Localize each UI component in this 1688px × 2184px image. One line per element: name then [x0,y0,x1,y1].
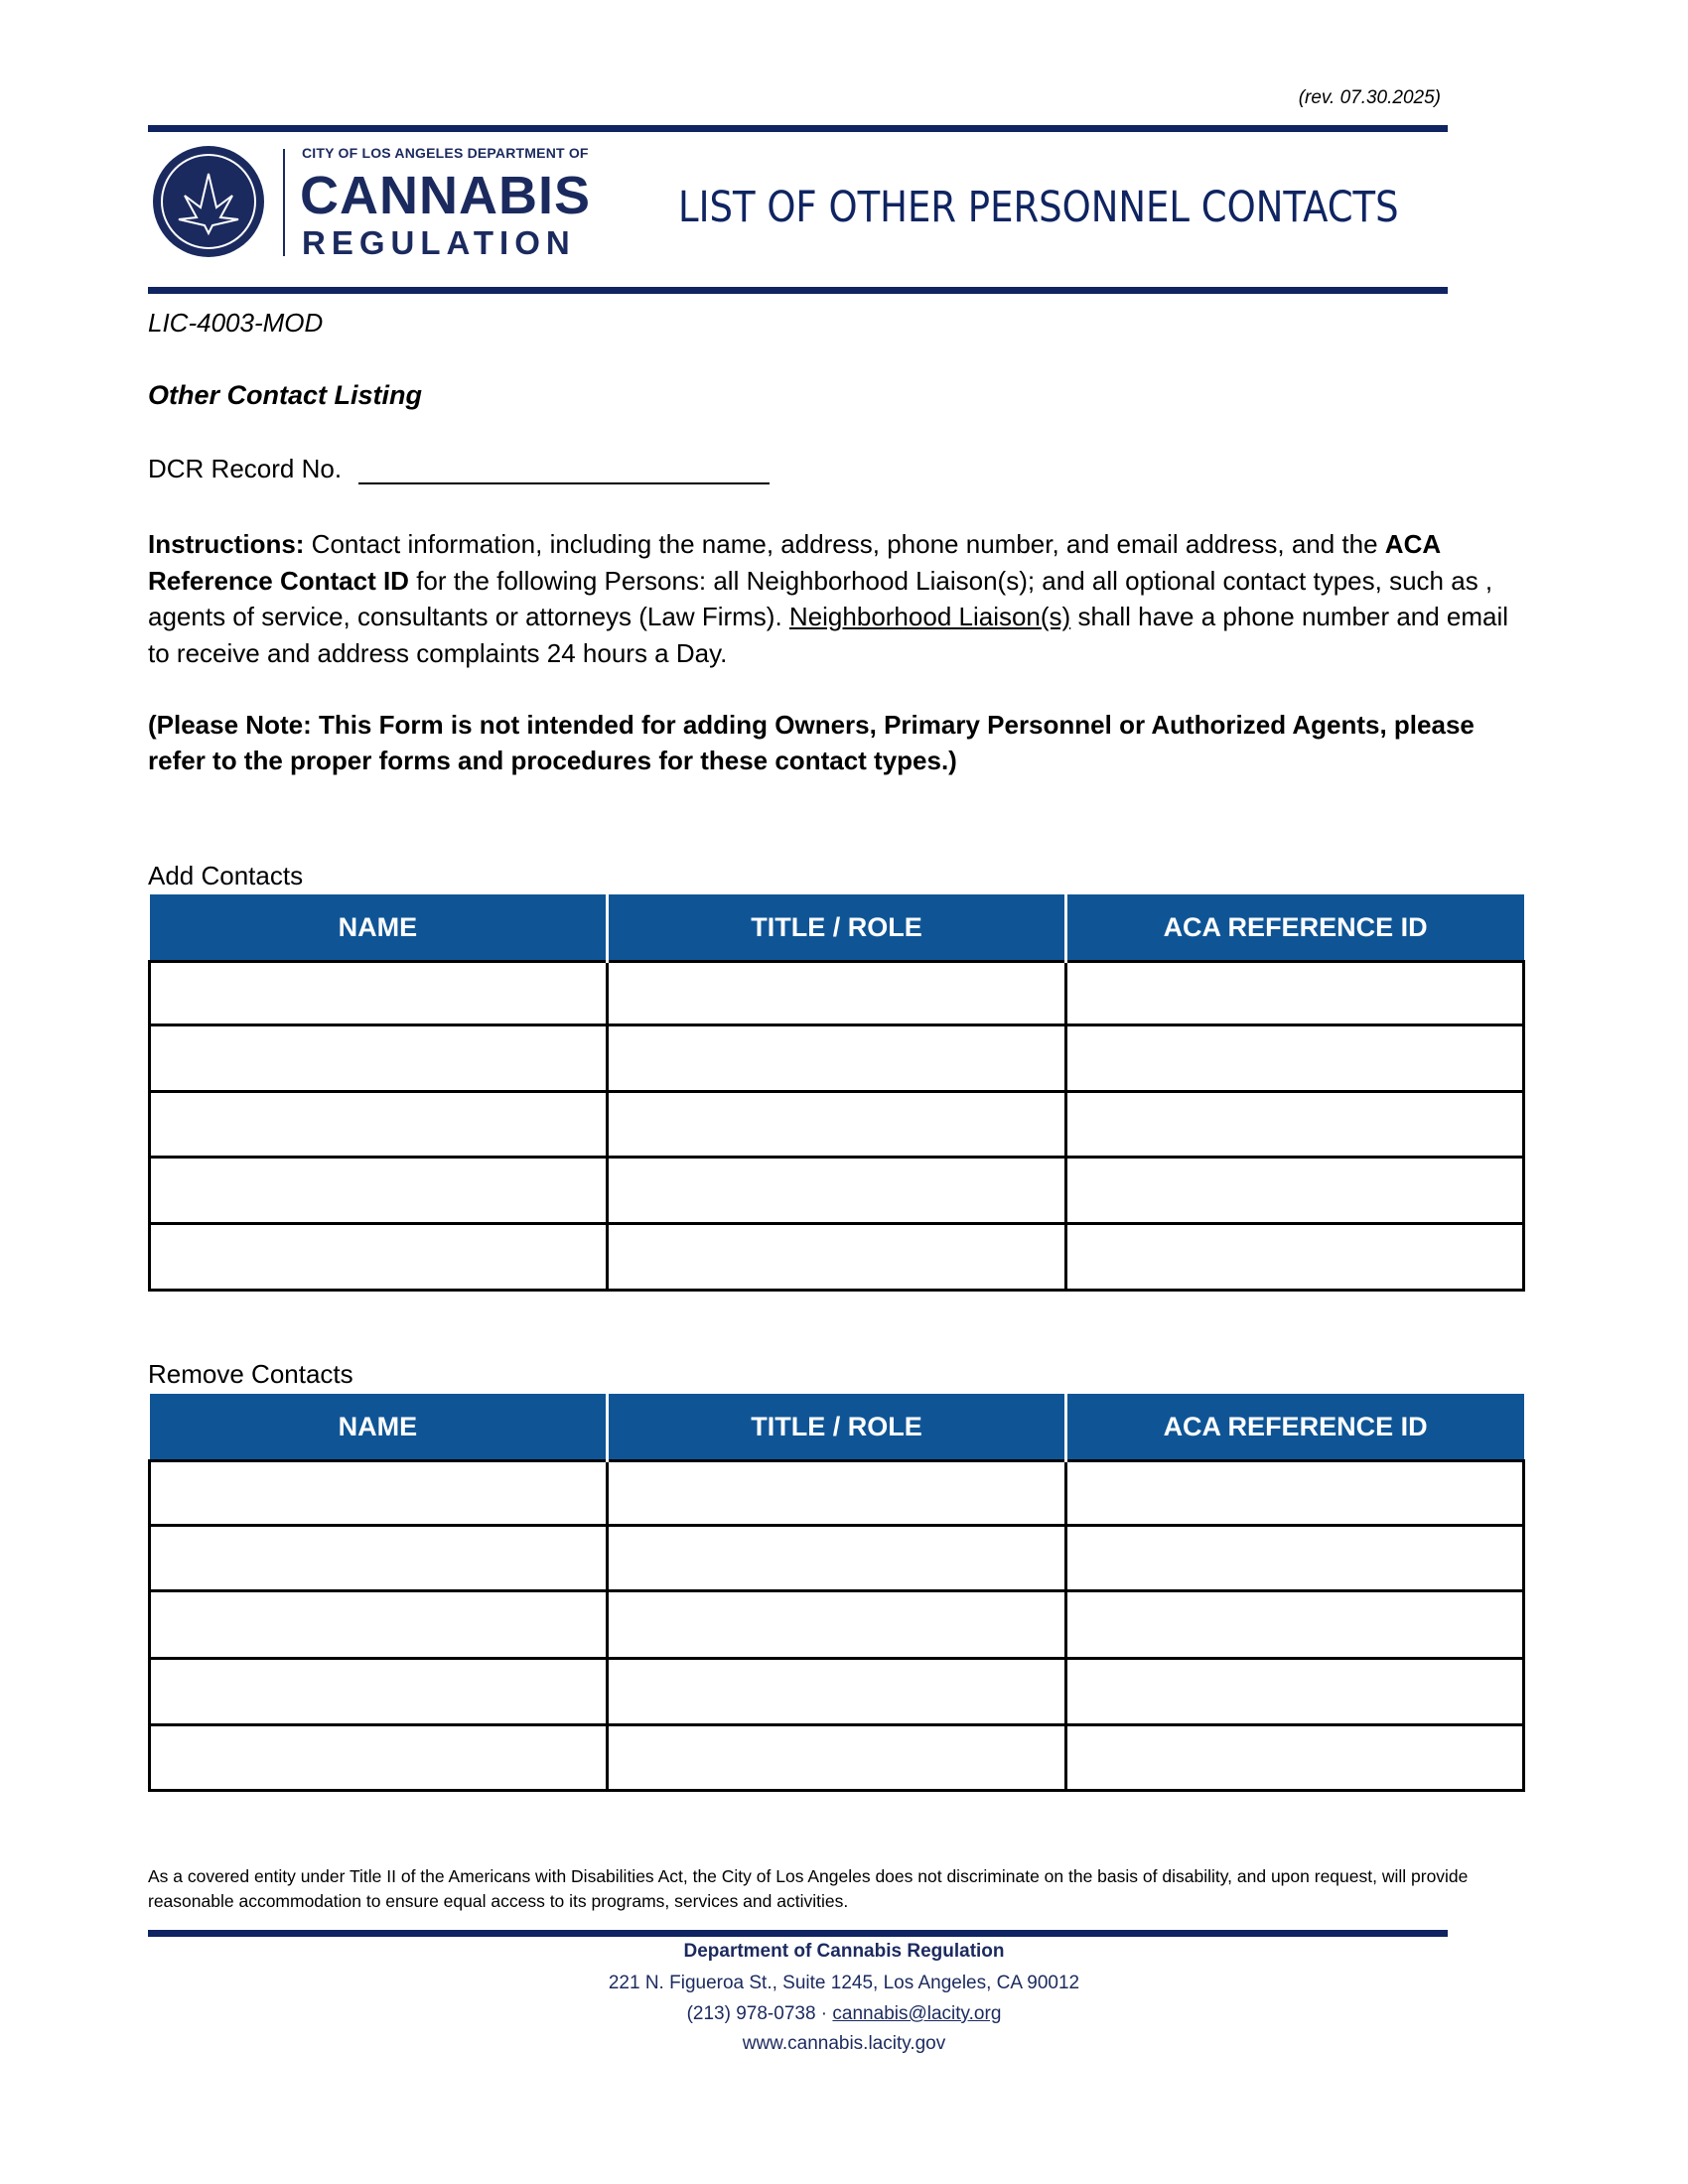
table-cell[interactable] [608,962,1065,1025]
table-cell[interactable] [608,1725,1065,1791]
page-title: LIST OF OTHER PERSONNEL CONTACTS [678,183,1399,232]
table-row [150,1092,1524,1158]
column-header: NAME [150,894,608,962]
logo-city-line: CITY OF LOS ANGELES DEPARTMENT OF [302,145,589,161]
instructions-label: Instructions: [148,529,305,559]
instructions-text: shall have a phone number and email to receive and address complaints 24 hours a Day. [148,602,1509,668]
table-cell[interactable] [1065,1158,1523,1224]
table-cell[interactable] [150,1025,608,1092]
table-cell[interactable] [1065,1025,1523,1092]
table-cell[interactable] [1065,1591,1523,1659]
footer-contact [0,2003,1688,2025]
table-cell[interactable] [150,1725,608,1791]
remove-contacts-table [148,1394,1525,1792]
table-cell[interactable] [1065,962,1523,1025]
table-cell[interactable] [1065,1224,1523,1291]
remove-contacts-caption: Remove Contacts [148,1359,353,1389]
footer-rule [148,1930,1448,1937]
table-cell[interactable] [1065,1725,1523,1791]
table-row [150,1025,1524,1092]
table-cell[interactable] [608,1526,1065,1591]
add-contacts-table [148,894,1525,1292]
table-cell[interactable] [1065,1461,1523,1526]
column-header: NAME [150,1394,608,1461]
table-cell[interactable] [608,1092,1065,1158]
footer-email-link[interactable]: cannabis@lacity.org [832,2003,1002,2024]
table-cell[interactable] [1065,1659,1523,1725]
table-cell[interactable] [608,1461,1065,1526]
table-row [150,1725,1524,1791]
table-cell[interactable] [1065,1092,1523,1158]
table-cell[interactable] [150,1659,608,1725]
table-cell[interactable] [150,1224,608,1291]
table-row [150,1659,1524,1725]
table-cell[interactable] [608,1659,1065,1725]
dcr-record-field[interactable] [358,482,770,484]
logo-divider [283,149,285,256]
footer-phone: (213) 978-0738 · [686,2003,833,2024]
column-header: TITLE / ROLE [608,894,1065,962]
logo-name: CANNABIS [300,166,592,225]
city-seal-logo [153,146,264,257]
section-title: Other Contact Listing [148,380,422,410]
instructions [148,526,1528,671]
instructions-bold: ACA Reference Contact ID [148,529,1441,596]
table-cell[interactable] [150,1092,608,1158]
ada-statement: As a covered entity under Title II of the Americans with Disabilities Act, the City of Los Angeles does not discriminate on the basis of disability, and upon request, will provide reasonable accommodation to ensure equal access to its programs, services and activities. [148,1866,1469,1911]
header-top-rule [148,125,1448,132]
footer-department: Department of Cannabis Regulation [683,1941,1005,1962]
table-cell[interactable] [608,1224,1065,1291]
instructions-underline: Neighborhood Liaison(s) [788,602,1071,631]
table-row [150,1591,1524,1659]
table-cell[interactable] [608,1025,1065,1092]
column-header: ACA REFERENCE ID [1065,894,1523,962]
instructions-text: for the following Persons: all Neighborhood Liaison(s); and all optional contact types, such as , agents of service, consultants or attorneys (Law Firms). [148,565,1493,631]
dcr-record-label: DCR Record No. [148,454,343,483]
column-header: ACA REFERENCE ID [1065,1394,1523,1461]
table-cell[interactable] [1065,1526,1523,1591]
table-cell[interactable] [150,1158,608,1224]
table-cell[interactable] [150,962,608,1025]
form-number: LIC-4003-MOD [148,308,324,338]
header-bottom-rule [148,287,1448,294]
footer-address: 221 N. Figueroa St., Suite 1245, Los Angeles, CA 90012 [608,1973,1080,1993]
instructions-text: Contact information, including the name, address, phone number, and email address, and the [304,529,1385,559]
table-row [150,1158,1524,1224]
table-cell[interactable] [608,1591,1065,1659]
table-row [150,1526,1524,1591]
add-contacts-caption: Add Contacts [148,861,304,890]
table-cell[interactable] [150,1461,608,1526]
column-header: TITLE / ROLE [608,1394,1065,1461]
note: (Please Note: This Form is not intended for adding Owners, Primary Personnel or Authorized Agents, please refer to the proper forms and procedures for these contact types.) [148,710,1475,775]
table-row [150,1224,1524,1291]
table-row [150,1461,1524,1526]
table-cell[interactable] [150,1526,608,1591]
table-cell[interactable] [608,1158,1065,1224]
footer-website[interactable]: www.cannabis.lacity.gov [742,2033,946,2054]
table-row [150,962,1524,1025]
logo-subname: REGULATION [302,224,576,261]
revision-date: (rev. 07.30.2025) [1298,87,1441,108]
table-cell[interactable] [150,1591,608,1659]
